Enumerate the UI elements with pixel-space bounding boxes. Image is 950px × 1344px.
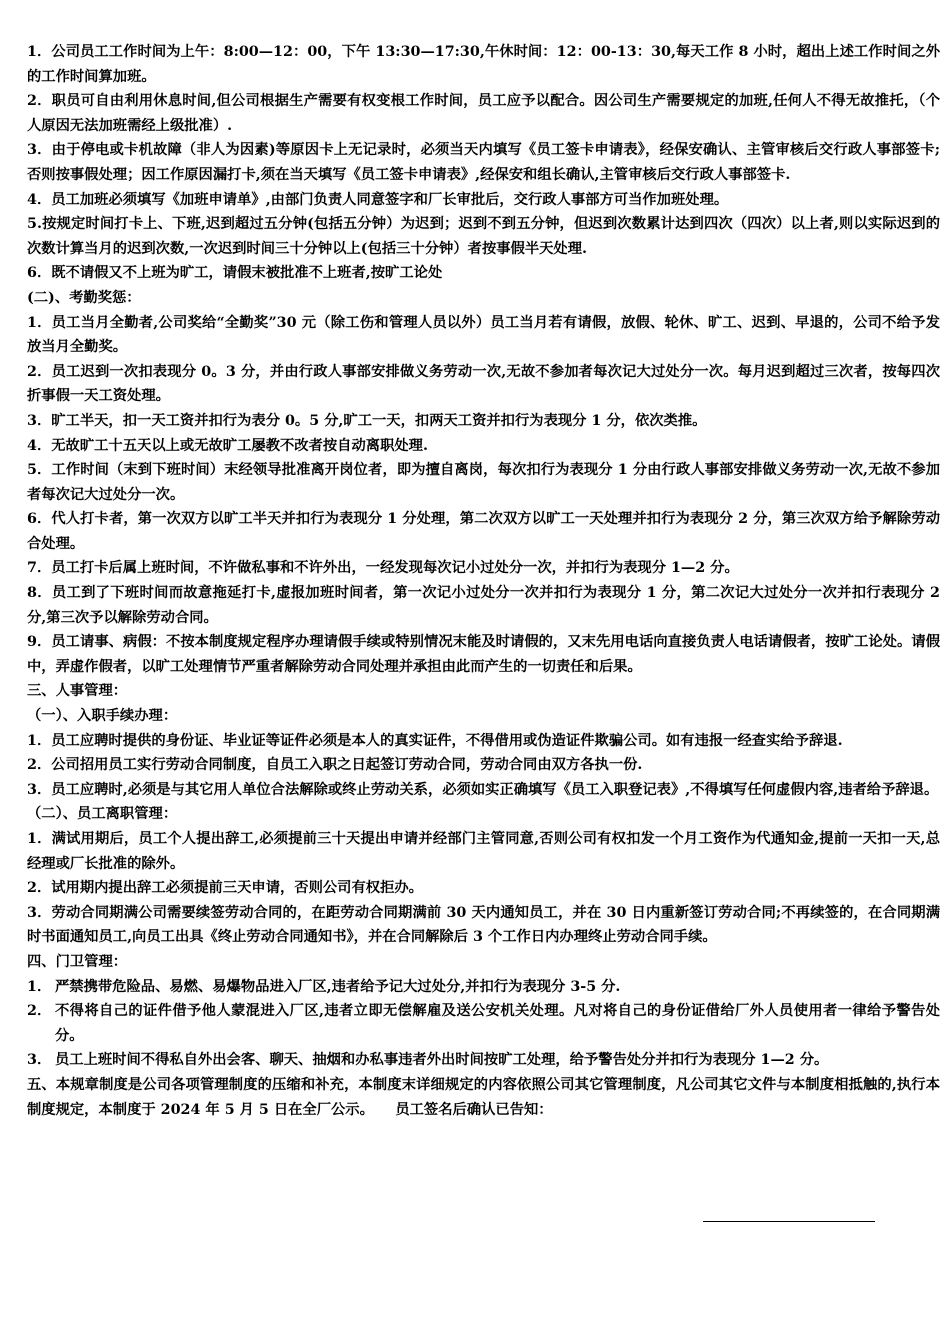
subsection-heading-onboarding: （一）、入职手续办理： xyxy=(27,708,178,725)
gate-item xyxy=(27,999,940,1048)
paragraph-card-record: 3．由于停电或卡机故障（非人为因素)等原因卡上无记录时，必须当天内填写《员工签卡申请表》，经保安确认、主管审核后交行政人事部签卡;否则按事假处理；因工作原因漏打卡,须在当天填写《员工签卡申请表》,经保安和组长确认,主管审核后交行政人事部签卡. xyxy=(27,142,940,183)
paragraph-leave-requests: 9．员工请事、病假：不按本制度规定程序办理请假手续或特别情况末能及时请假的，又末先用电话向直接负责人电话请假者，按旷工论处。请假中，弄虚作假者，以旷工处理情节严重者解除劳动合同处理并承担由此而产生的一切责任和后果。 xyxy=(27,634,940,675)
paragraph-probation-resignation: 2．试用期内提出辞工必须提前三天申请，否则公司有权拒办。 xyxy=(27,880,423,897)
paragraph-absenteeism: 6．既不请假又不上班为旷工，请假末被批准不上班者,按旷工论处 xyxy=(27,265,443,282)
paragraph-late-rules: 5.按规定时间打卡上、下班,迟到超过五分钟(包括五分钟）为迟到；迟到不到五分钟，但迟到次数累计达到四次（四次）以上者,则以实际迟到的次数计算当月的迟到次数,一次迟到时间三十分钟以上(包括三十分钟）者按事假半天处理. xyxy=(27,216,940,257)
paragraph-leaving-post: 5．工作时间（末到下班时间）末经领导批准离开岗位者，即为擅自离岗，每次扣行为表现分 1 分由行政人事部安排做义务劳动一次,无故不参加者每次记大过处分一次。 xyxy=(27,462,940,503)
paragraph-proxy-clocking: 6．代人打卡者，第一次双方以旷工半天并扣行为表现分 1 分处理，第二次双方以旷工一天处理并扣行为表现分 2 分，第三次双方给予解除劳动合处理。 xyxy=(27,511,940,552)
paragraph-labor-contract: 2．公司招用员工实行劳动合同制度，自员工入职之日起签订劳动合同，劳动合同由双方各执一份. xyxy=(27,757,643,774)
section-heading-attendance-rewards: (二)、考勤奖惩： xyxy=(27,289,141,306)
gate-item-number: 2． xyxy=(27,1003,52,1020)
signature-line xyxy=(703,1221,875,1222)
section-heading-gate-management: 四、门卫管理： xyxy=(27,953,128,970)
paragraph-registration-form: 3．员工应聘时,必须是与其它用人单位合法解除或终止劳动关系，必须如实正确填写《员工入职登记表》,不得填写任何虚假内容,违者给予辞退。 xyxy=(27,781,939,798)
gate-item-number: 3． xyxy=(27,1052,52,1069)
paragraph-resignation-notice: 1．满试用期后，员工个人提出辞工,必须提前三十天提出申请并经部门主管同意,否则公司有权扣发一个月工资作为代通知金,提前一天扣一天,总经理或厂长批准的除外。 xyxy=(27,831,940,872)
regulation-document xyxy=(27,40,940,1122)
paragraph-contract-renewal: 3．劳动合同期满公司需要续签劳动合同的，在距劳动合同期满前 30 天内通知员工，并在 30 日内重新签订劳动合同;不再续签的，在合同期满时书面通知员工,向员工出具《终止劳动合同通知书》，并在合同解除后 3 个工作日内办理终止劳动合同手续。 xyxy=(27,904,940,946)
section-heading-personnel: 三、人事管理： xyxy=(27,683,128,700)
paragraph-auto-resignation: 4．无故旷工十五天以上或无故旷工屡教不改者按自动离职处理. xyxy=(27,437,428,454)
paragraph-no-private-matters: 7．员工打卡后属上班时间，不许做私事和不许外出，一经发现每次记小过处分一次，并扣行为表现分 1—2 分。 xyxy=(27,560,739,577)
paragraph-rest-time: 2．职员可自由利用休息时间,但公司根据生产需要有权变根工作时间，员工应予以配合。因公司生产需要规定的加班,任何人不得无故推托，（个人原因无法加班需经上级批准）. xyxy=(27,93,940,134)
subsection-heading-resignation: （二）、员工离职管理： xyxy=(27,806,178,823)
gate-item-number: 1． xyxy=(27,978,52,995)
paragraph-full-attendance-award: 1．员工当月全勤者,公司奖给“全勤奖”30 元（除工伤和管理人员以外）员工当月若有请假，放假、轮休、旷工、迟到、早退的，公司不给予发放当月全勤奖。 xyxy=(27,314,940,356)
paragraph-false-overtime: 8．员工到了下班时间而故意拖延打卡,虚报加班时间者，第一次记小过处分一次并扣行为表现分 1 分，第二次记大过处分一次并扣行表现分 2 分,第三次予以解除劳动合同。 xyxy=(27,585,940,626)
paragraph-work-hours: 1．公司员工工作时间为上午：8:00—12：00，下午 13:30—17:30,午休时间：12：00-13：30,每天工作 8 小时，超出上述工作时间之外的工作时间算加班。 xyxy=(27,44,940,85)
gate-item-text: 严禁携带危险品、易燃、易爆物品进入厂区,违者给予记大过处分,并扣行为表现分 3-5 分. xyxy=(55,978,621,995)
gate-item-text: 员工上班时间不得私自外出会客、聊天、抽烟和办私事违者外出时间按旷工处理，给予警告处分并扣行为表现分 1—2 分。 xyxy=(55,1052,829,1069)
gate-item xyxy=(27,975,940,1000)
paragraph-genuine-documents: 1．员工应聘时提供的身份证、毕业证等证件必须是本人的真实证件，不得借用或伪造证件欺骗公司。如有违报一经查实给予辞退. xyxy=(27,732,843,749)
paragraph-absent-penalty: 3．旷工半天，扣一天工资并扣行为表分 0。5 分,旷工一天，扣两天工资并扣行为表现分 1 分，依次类推。 xyxy=(27,412,707,429)
gate-item-text: 不得将自己的证件借予他人蒙混进入厂区,违者立即无偿解雇及送公安机关处理。凡对将自己的身份证借给厂外人员使用者一律给予警告处分。 xyxy=(55,1003,940,1044)
gate-item xyxy=(27,1048,940,1073)
paragraph-late-penalty: 2．员工迟到一次扣表现分 0。3 分，并由行政人事部安排做义务劳动一次,无故不参加者每次记大过处分一次。每月迟到超过三次者，按每四次折事假一天工资处理。 xyxy=(27,363,940,405)
paragraph-closing-statement: 五、本规章制度是公司各项管理制度的压缩和补充，本制度末详细规定的内容依照公司其它管理制度，凡公司其它文件与本制度相抵触的,执行本制度规定，本制度于 2024 年 5 月 5 日在全厂公示。 员工签名后确认已告知： xyxy=(27,1076,940,1118)
paragraph-overtime-application: 4．员工加班必须填写《加班申请单》,由部门负责人同意签字和厂长审批后，交行政人事部方可当作加班处理。 xyxy=(27,191,729,208)
